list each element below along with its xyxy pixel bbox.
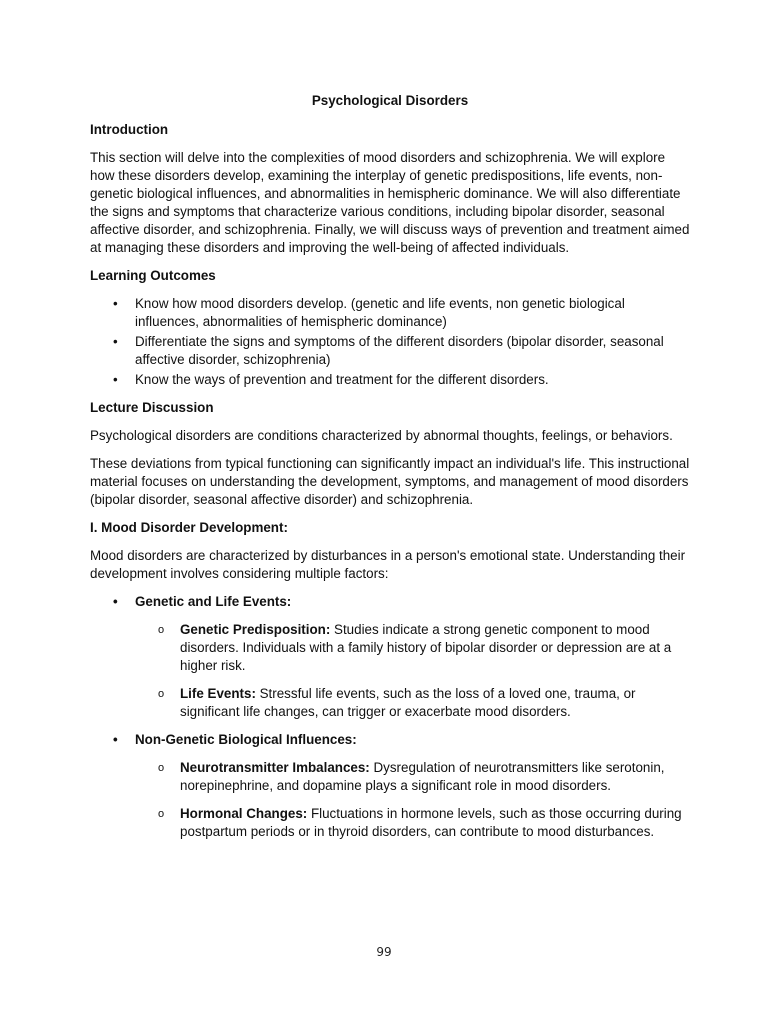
document-page (90, 92, 690, 851)
item-text: Fluctuations in hormone levels, such as those occurring during postpartum periods or in thyroid disorders, can contribute to mood disturbances. (180, 806, 682, 839)
lecture-discussion-heading: Lecture Discussion (90, 400, 214, 415)
list-item (90, 333, 690, 369)
introduction-text: This section will delve into the complexities of mood disorders and schizophrenia. We will explore how these disorders develop, examining the interplay of genetic predispositions, life events, non-genetic biological influences, and abnormalities in hemispheric dominance. We will also differentiate the signs and symptoms that characterize various conditions, including bipolar disorder, seasonal affective disorder, and schizophrenia. Finally, we will discuss ways of prevention and treatment aimed at managing these disorders and improving the well-being of affected individuals. (90, 150, 690, 255)
outcome-text: Know how mood disorders develop. (genetic and life events, non genetic biological influences, abnormalities of hemispheric dominance) (135, 296, 625, 329)
bullet-icon: • (113, 372, 118, 387)
section-label: Genetic and Life Events: (135, 594, 292, 609)
item-text: Dysregulation of neurotransmitters like serotonin, norepinephrine, and dopamine plays a significant role in mood disorders. (180, 760, 665, 793)
item-text: Studies indicate a strong genetic component to mood disorders. Individuals with a family history of bipolar disorder or depression are at a higher risk. (180, 622, 672, 673)
list-item (90, 621, 690, 675)
learning-outcomes-list (90, 295, 690, 389)
mood-development-intro: Mood disorders are characterized by disturbances in a person's emotional state. Understanding their development involves considering multiple factors: (90, 548, 686, 581)
sub-bullet-icon: o (158, 808, 165, 820)
item-term: Genetic Predisposition: (180, 622, 331, 637)
bullet-icon: • (113, 296, 118, 311)
bullet-icon: • (113, 732, 118, 747)
list-item (90, 685, 690, 721)
item-term: Hormonal Changes: (180, 806, 308, 821)
lecture-para-1: Psychological disorders are conditions characterized by abnormal thoughts, feelings, or behaviors. (90, 428, 673, 443)
list-item (90, 371, 690, 389)
list-item (90, 805, 690, 841)
lecture-para-2: These deviations from typical functioning can significantly impact an individual's life. This instructional material focuses on understanding the development, symptoms, and management of mood disorders (bipolar disorder, seasonal affective disorder) and schizophrenia. (90, 456, 690, 507)
document-title: Psychological Disorders (311, 93, 469, 108)
sub-bullet-icon: o (158, 688, 165, 700)
sub-bullet-icon: o (158, 762, 165, 774)
item-text: Stressful life events, such as the loss of a loved one, trauma, or significant life changes, can trigger or exacerbate mood disorders. (180, 686, 636, 719)
bullet-icon: • (113, 594, 118, 609)
section-non-genetic-biological (90, 731, 690, 749)
outcome-text: Differentiate the signs and symptoms of the different disorders (bipolar disorder, seasonal affective disorder, schizophrenia) (135, 334, 664, 367)
learning-outcomes-heading: Learning Outcomes (90, 268, 216, 283)
mood-development-heading: I. Mood Disorder Development: (90, 520, 288, 535)
section-genetic-life-events (90, 593, 690, 611)
sub-bullet-icon: o (158, 624, 165, 636)
list-item (90, 295, 690, 331)
item-term: Life Events: (180, 686, 256, 701)
bullet-icon: • (113, 334, 118, 349)
outcome-text: Know the ways of prevention and treatment for the different disorders. (135, 372, 549, 387)
item-term: Neurotransmitter Imbalances: (180, 760, 370, 775)
introduction-heading: Introduction (90, 122, 169, 137)
list-item (90, 759, 690, 795)
section-label: Non-Genetic Biological Influences: (135, 732, 357, 747)
page-number: 99 (376, 945, 392, 959)
